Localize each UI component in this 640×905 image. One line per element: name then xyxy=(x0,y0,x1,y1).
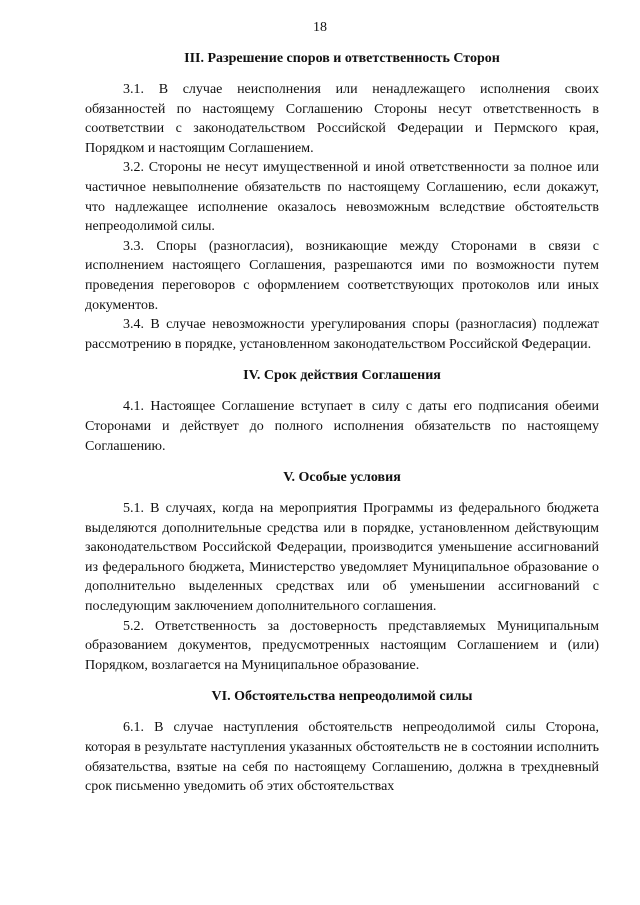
paragraph-5-1: 5.1. В случаях, когда на мероприятия Программы из федерального бюджета выделяются дополнительные средства или в порядке, установленном действующим законодательством Российской Федерации, производится уменьшение ассигнований из федерального бюджета, Министерство уведомляет Муниципальное образование о дополнительно выделенных средствах или об уменьшении ассигнований с последующим заключением дополнительного соглашения. xyxy=(85,501,599,615)
section-4 xyxy=(85,366,599,456)
section-5 xyxy=(85,468,599,675)
document-body xyxy=(85,49,599,797)
paragraph-3-1: 3.1. В случае неисполнения или ненадлежащего исполнения своих обязанностей по настоящему Соглашению Стороны несут ответственность в соответствии с законодательством Российской Федерации и Пермского края, Порядком и настоящим Соглашением. xyxy=(85,82,599,156)
section-6 xyxy=(85,687,599,796)
page-number: 18 xyxy=(313,20,327,35)
section-heading: III. Разрешение споров и ответственность Сторон xyxy=(184,51,500,66)
paragraph-3-3: 3.3. Споры (разногласия), возникающие между Сторонами в связи с исполнением настоящего Соглашения, разрешаются ими по возможности путем проведения переговоров с оформлением соответствующих протоколов или иных документов. xyxy=(85,238,599,313)
paragraph-3-4: 3.4. В случае невозможности урегулирования споры (разногласия) подлежат рассмотрению в порядке, установленном законодательством Российской Федерации. xyxy=(85,317,599,352)
paragraph-5-2: 5.2. Ответственность за достоверность представляемых Муниципальным образованием документов, предусмотренных настоящим Соглашением и (или) Порядком, возлагается на Муниципальное образование. xyxy=(85,618,599,673)
section-heading: IV. Срок действия Соглашения xyxy=(243,368,441,384)
section-3 xyxy=(85,49,599,354)
paragraph-6-1: 6.1. В случае наступления обстоятельств непреодолимой силы Сторона, которая в результате наступления указанных обстоятельств не в состоянии исполнить обязательства, взятые на себя по настоящему Соглашению, должна в трехдневный срок письменно уведомить об этих обстоятельствах xyxy=(85,720,599,795)
paragraph-3-2: 3.2. Стороны не несут имущественной и иной ответственности за полное или частичное невыполнение обязательств по настоящему Соглашению, если докажут, что надлежащее исполнение оказалось невозможным вследствие обстоятельств непреодолимой силы. xyxy=(85,160,599,235)
section-heading: V. Особые условия xyxy=(283,470,401,486)
paragraph-4-1: 4.1. Настоящее Соглашение вступает в силу с даты его подписания обеими Сторонами и действует до полного исполнения обязательств по настоящему Соглашению. xyxy=(85,399,599,454)
section-heading: VI. Обстоятельства непреодолимой силы xyxy=(211,689,473,705)
